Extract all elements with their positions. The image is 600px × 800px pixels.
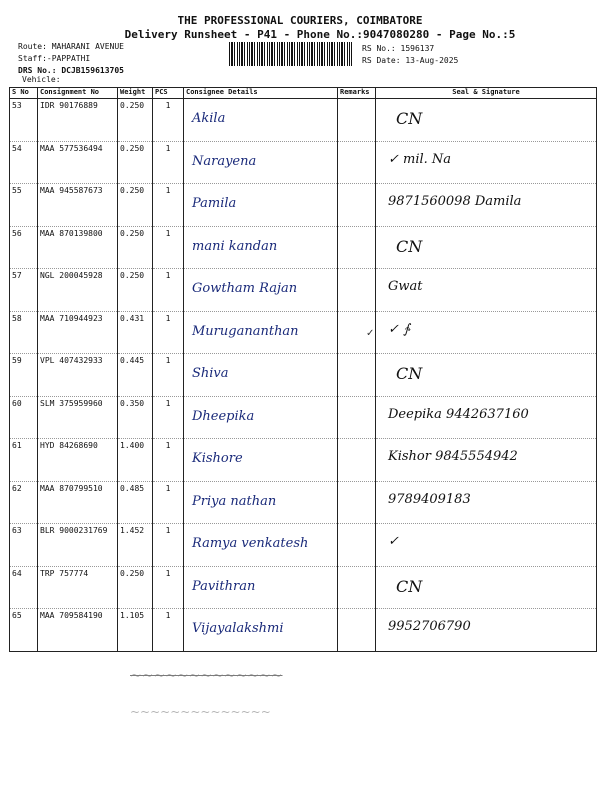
cell-seal xyxy=(376,481,597,524)
cell-remarks xyxy=(338,396,376,439)
cell-sno: 64 xyxy=(10,566,38,609)
cell-seal xyxy=(376,99,597,142)
cell-pcs: 1 xyxy=(153,141,184,184)
cell-weight: 0.485 xyxy=(118,481,153,524)
cell-consignment-no: VPL 407432933 xyxy=(38,354,118,397)
cell-seal xyxy=(376,354,597,397)
cell-pcs: 1 xyxy=(153,524,184,567)
cell-seal xyxy=(376,439,597,482)
cell-consignee xyxy=(184,99,338,142)
cell-pcs: 1 xyxy=(153,481,184,524)
col-seal: Seal & Signature xyxy=(376,88,597,99)
cell-remarks xyxy=(338,184,376,227)
cell-remarks xyxy=(338,269,376,312)
cell-remarks xyxy=(338,481,376,524)
consignee-handwriting: Akila xyxy=(192,111,226,126)
runsheet-table xyxy=(9,87,597,652)
cell-sno: 60 xyxy=(10,396,38,439)
cell-weight: 0.250 xyxy=(118,99,153,142)
table-row xyxy=(10,141,597,184)
cell-consignment-no: MAA 945587673 xyxy=(38,184,118,227)
consignee-handwriting: mani kandan xyxy=(192,238,278,254)
barcode xyxy=(229,42,352,66)
cell-remarks xyxy=(338,609,376,652)
cell-consignment-no: NGL 200045928 xyxy=(38,269,118,312)
scribble-2: ~~~~~~~~~~~~~~ xyxy=(130,705,271,719)
cell-consignment-no: MAA 870139800 xyxy=(38,226,118,269)
table-row xyxy=(10,609,597,652)
cell-consignment-no: MAA 577536494 xyxy=(38,141,118,184)
cell-consignee xyxy=(184,184,338,227)
table-row xyxy=(10,396,597,439)
cell-consignee xyxy=(184,524,338,567)
signature: Gwat xyxy=(388,279,423,294)
cell-consignment-no: TRP 757774 xyxy=(38,566,118,609)
cell-consignment-no: HYD 84268690 xyxy=(38,439,118,482)
table-row xyxy=(10,566,597,609)
company-title: THE PROFESSIONAL COURIERS, COIMBATORE xyxy=(177,14,423,27)
rs-number: RS No.: 1596137 xyxy=(362,44,435,53)
cell-seal xyxy=(376,524,597,567)
cell-remarks xyxy=(338,226,376,269)
cell-seal xyxy=(376,226,597,269)
cell-remarks xyxy=(338,566,376,609)
cell-remarks xyxy=(338,99,376,142)
cell-consignee xyxy=(184,141,338,184)
cell-remarks xyxy=(338,439,376,482)
cell-sno: 59 xyxy=(10,354,38,397)
remarks-mark: ✓ xyxy=(366,327,375,339)
cell-sno: 57 xyxy=(10,269,38,312)
cell-sno: 61 xyxy=(10,439,38,482)
cell-weight: 0.250 xyxy=(118,184,153,227)
runsheet-title: Delivery Runsheet - P41 - Phone No.:9047080280 - Page No.:5 xyxy=(124,28,516,41)
consignee-handwriting: Pavithran xyxy=(192,578,256,594)
scribble-1: ~~~~~~~~~~~~~ xyxy=(130,668,283,684)
table-row xyxy=(10,481,597,524)
cell-weight: 0.250 xyxy=(118,141,153,184)
cell-pcs: 1 xyxy=(153,439,184,482)
col-remarks: Remarks xyxy=(338,88,376,99)
cell-weight: 1.105 xyxy=(118,609,153,652)
cell-consignee xyxy=(184,269,338,312)
cell-sno: 58 xyxy=(10,311,38,354)
consignee-handwriting: Priya nathan xyxy=(192,493,277,509)
cell-seal xyxy=(376,566,597,609)
cell-pcs: 1 xyxy=(153,566,184,609)
cell-seal xyxy=(376,609,597,652)
cell-weight: 0.250 xyxy=(118,269,153,312)
consignee-handwriting: Vijayalakshmi xyxy=(192,621,284,636)
drs-label: DRS No.: DCJB159613705 xyxy=(18,66,124,75)
cell-remarks xyxy=(338,311,376,354)
cell-consignee xyxy=(184,439,338,482)
cell-pcs: 1 xyxy=(153,354,184,397)
consignee-handwriting: Ramya venkatesh xyxy=(192,536,309,551)
cell-weight: 0.445 xyxy=(118,354,153,397)
col-sno: S No xyxy=(10,88,38,99)
signature: Kishor 9845554942 xyxy=(388,449,518,464)
consignee-handwriting: Pamila xyxy=(192,196,237,211)
table-header-row xyxy=(10,88,597,99)
cell-weight: 1.400 xyxy=(118,439,153,482)
table-row xyxy=(10,439,597,482)
signature: CN xyxy=(396,236,423,256)
cell-remarks xyxy=(338,354,376,397)
cell-consignee xyxy=(184,226,338,269)
cell-consignment-no: MAA 870799510 xyxy=(38,481,118,524)
cell-consignment-no: MAA 709584190 xyxy=(38,609,118,652)
table-row xyxy=(10,524,597,567)
cell-pcs: 1 xyxy=(153,226,184,269)
signature: Deepika 9442637160 xyxy=(388,406,529,422)
table-row xyxy=(10,269,597,312)
signature: 9789409183 xyxy=(388,491,471,507)
cell-sno: 54 xyxy=(10,141,38,184)
consignee-handwriting: Kishore xyxy=(192,451,243,466)
cell-remarks xyxy=(338,141,376,184)
cell-sno: 62 xyxy=(10,481,38,524)
cell-consignment-no: BLR 9000231769 xyxy=(38,524,118,567)
consignee-handwriting: Gowtham Rajan xyxy=(192,281,298,296)
cell-sno: 55 xyxy=(10,184,38,227)
cell-seal xyxy=(376,184,597,227)
col-weight: Weight xyxy=(118,88,153,99)
cell-sno: 63 xyxy=(10,524,38,567)
cell-pcs: 1 xyxy=(153,311,184,354)
table-row xyxy=(10,226,597,269)
cell-sno: 56 xyxy=(10,226,38,269)
consignee-handwriting: Murugananthan xyxy=(192,323,299,339)
cell-seal xyxy=(376,269,597,312)
cell-pcs: 1 xyxy=(153,184,184,227)
table-row xyxy=(10,99,597,142)
cell-consignee xyxy=(184,354,338,397)
cell-pcs: 1 xyxy=(153,269,184,312)
signature: CN xyxy=(396,109,423,128)
cell-weight: 0.250 xyxy=(118,566,153,609)
consignee-handwriting: Dheepika xyxy=(192,408,255,424)
cell-consignee xyxy=(184,396,338,439)
rs-date: RS Date: 13-Aug-2025 xyxy=(362,56,459,65)
cell-weight: 0.431 xyxy=(118,311,153,354)
cell-seal xyxy=(376,311,597,354)
vehicle-label: Vehicle: xyxy=(22,75,61,84)
cell-seal xyxy=(376,396,597,439)
route-label: Route: MAHARANI AVENUE xyxy=(18,42,124,51)
cell-consignee xyxy=(184,566,338,609)
col-pcs: PCS xyxy=(153,88,184,99)
signature: ✓ xyxy=(388,534,399,549)
cell-remarks xyxy=(338,524,376,567)
staff-label: Staff:-PAPPATHI xyxy=(18,54,91,63)
signature: CN xyxy=(396,576,423,596)
cell-pcs: 1 xyxy=(153,609,184,652)
cell-consignment-no: SLM 375959960 xyxy=(38,396,118,439)
cell-sno: 53 xyxy=(10,99,38,142)
table-row xyxy=(10,354,597,397)
cell-weight: 0.350 xyxy=(118,396,153,439)
cell-weight: 0.250 xyxy=(118,226,153,269)
signature: ✓ ∱ xyxy=(388,321,410,337)
cell-pcs: 1 xyxy=(153,99,184,142)
cell-pcs: 1 xyxy=(153,396,184,439)
cell-consignee xyxy=(184,609,338,652)
col-consignment: Consignment No xyxy=(38,88,118,99)
cell-consignee xyxy=(184,311,338,354)
col-consignee: Consignee Details xyxy=(184,88,338,99)
signature: 9871560098 Damila xyxy=(388,194,522,209)
signature: CN xyxy=(396,364,423,383)
cell-consignment-no: IDR 90176889 xyxy=(38,99,118,142)
signature: ✓ mil. Na xyxy=(388,151,452,167)
table-row xyxy=(10,311,597,354)
signature: 9952706790 xyxy=(388,619,471,634)
cell-weight: 1.452 xyxy=(118,524,153,567)
consignee-handwriting: Shiva xyxy=(192,366,229,381)
consignee-handwriting: Narayena xyxy=(192,153,257,169)
cell-consignee xyxy=(184,481,338,524)
table-row xyxy=(10,184,597,227)
cell-seal xyxy=(376,141,597,184)
cell-sno: 65 xyxy=(10,609,38,652)
cell-consignment-no: MAA 710944923 xyxy=(38,311,118,354)
